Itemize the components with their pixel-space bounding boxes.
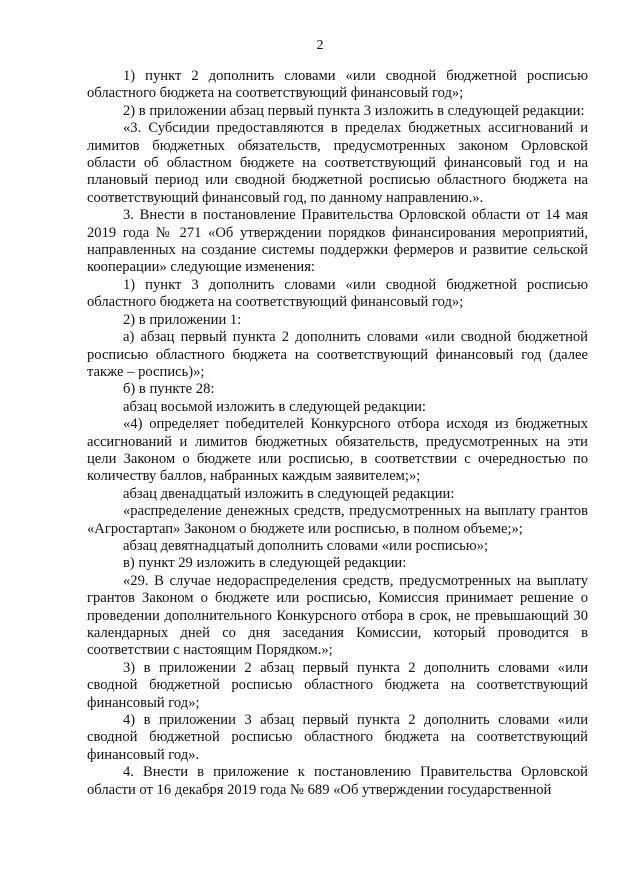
page-number: 2 — [316, 38, 324, 53]
paragraph: 3) в приложении 2 абзац первый пункта 2 дополнить словами «или сводной бюджетной росписью областного бюджета на соответствующий финансовый год»; — [87, 659, 588, 711]
paragraph: абзац восьмой изложить в следующей редакции: — [123, 398, 426, 415]
paragraph: 2) в приложении 1: — [123, 311, 242, 328]
paragraph: 2) в приложении абзац первый пункта 3 изложить в следующей редакции: — [123, 102, 585, 119]
paragraph: «3. Субсидии предоставляются в пределах бюджетных ассигнований и лимитов бюджетных обязательств, предусмотренных законом Орловской области об областном бюджете на соответствующий финансовый год и на плановый период или сводной бюджетной росписью областного бюджета на соответствующий финансовый год, по данному направлению.». — [87, 120, 588, 206]
paragraph: абзац девятнадцатый дополнить словами «или росписью»; — [123, 537, 488, 554]
paragraph: «29. В случае недораспределения средств, предусмотренных на выплату грантов Законом о бюджете или росписью, Комиссия принимает решение о проведении дополнительного Конкурсного отбора в срок, не превышающий 30 календарных дней со дня заседания Комиссии, который проводится в соответствии с настоящим Порядком.»; — [87, 572, 588, 659]
paragraph: абзац двенадцатый изложить в следующей редакции: — [123, 485, 455, 502]
paragraph: 1) пункт 2 дополнить словами «или сводной бюджетной росписью областного бюджета на соответствующий финансовый год»; — [87, 68, 588, 102]
paragraph: 1) пункт 3 дополнить словами «или сводной бюджетной росписью областного бюджета на соответствующий финансовый год»; — [87, 276, 588, 311]
paragraph: б) в пункте 28: — [123, 381, 215, 398]
paragraph: 4. Внести в приложение к постановлению Правительства Орловской области от 16 декабря 2019 года № 689 «Об утверждении государственной — [87, 764, 588, 798]
paragraph: «распределение денежных средств, предусмотренных на выплату грантов «Агростартап» Законом о бюджете или росписью, в полном объеме;»; — [87, 503, 588, 537]
paragraph: а) абзац первый пункта 2 дополнить словами «или сводной бюджетной росписью областного бюджета на соответствующий финансовый год (далее также – роспись)»; — [87, 329, 588, 380]
paragraph: 4) в приложении 3 абзац первый пункта 2 дополнить словами «или сводной бюджетной росписью областного бюджета на соответствующий финансовый год». — [87, 712, 588, 763]
document-body — [87, 68, 588, 799]
paragraph: в) пункт 29 изложить в следующей редакции: — [123, 555, 407, 572]
paragraph: 3. Внести в постановление Правительства Орловской области от 14 мая 2019 года № 271 «Об утверждении порядков финансирования мероприятий, направленных на создание системы поддержки фермеров и развитие сельской кооперации» следующие изменения: — [87, 207, 588, 276]
paragraph: «4) определяет победителей Конкурсного отбора исходя из бюджетных ассигнований и лимитов бюджетных обязательств, предусмотренных на эти цели Законом о бюджете или росписью, в соответствии с очередностью по количеству баллов, набранных каждым заявителем;»; — [87, 416, 588, 485]
